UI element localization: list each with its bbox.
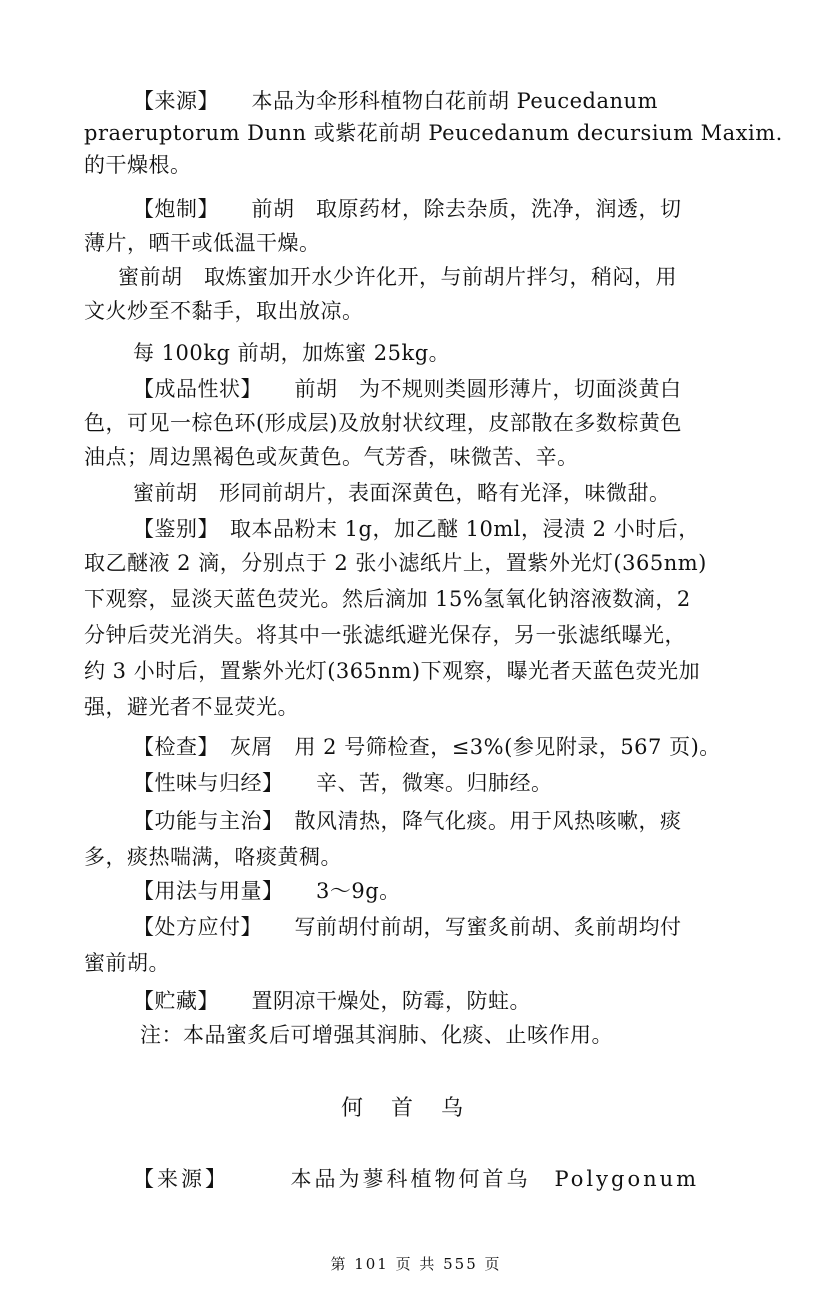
- text-line: 【来源】 本品为蓼科植物何首乌 Polygonum: [133, 1167, 700, 1191]
- text-line: 【用法与用量】 3～9g。: [133, 879, 401, 903]
- section-title: 何首乌: [340, 1096, 491, 1121]
- page-footer: 第 101 页 共 555 页: [330, 1255, 502, 1273]
- text-line: 【处方应付】 写前胡付前胡，写蜜炙前胡、炙前胡均付: [133, 915, 682, 939]
- text-line: 油点；周边黑褐色或灰黄色。气芳香，味微苦、辛。: [84, 445, 579, 469]
- text-line: 蜜前胡。: [84, 951, 170, 975]
- text-line: 下观察，显淡天蓝色荧光。然后滴加 15%氢氧化钠溶液数滴，2: [84, 587, 691, 611]
- text-line: 每 100kg 前胡，加炼蜜 25kg。: [133, 341, 451, 365]
- text-line: 注：本品蜜炙后可增强其润肺、化痰、止咳作用。: [140, 1023, 613, 1047]
- text-line: 【来源】 本品为伞形科植物白花前胡 Peucedanum: [133, 89, 658, 113]
- text-line: 文火炒至不黏手，取出放凉。: [84, 299, 364, 323]
- text-line: 强，避光者不显荧光。: [84, 695, 299, 719]
- text-line: praeruptorum Dunn 或紫花前胡 Peucedanum decursium Maxim.: [84, 121, 783, 145]
- text-line: 色，可见一棕色环(形成层)及放射状纹理，皮部散在多数棕黄色: [84, 411, 682, 435]
- text-line: 约 3 小时后，置紫外光灯(365nm)下观察，曝光者天蓝色荧光加: [84, 659, 701, 683]
- text-line: 【性味与归经】 辛、苦，微寒。归肺经。: [133, 771, 553, 795]
- text-line: 【炮制】 前胡 取原药材，除去杂质，洗净，润透，切: [133, 197, 682, 221]
- text-line: 取乙醚液 2 滴，分别点于 2 张小滤纸片上，置紫外光灯(365nm): [84, 551, 707, 575]
- text-line: 【贮藏】 置阴凉干燥处，防霉，防蛀。: [133, 989, 531, 1013]
- text-line: 多，痰热喘满，咯痰黄稠。: [84, 845, 342, 869]
- text-line: 【功能与主治】 散风清热，降气化痰。用于风热咳嗽，痰: [133, 809, 682, 833]
- text-line: 【检查】 灰屑 用 2 号筛检查，≤3%(参见附录，567 页)。: [133, 735, 721, 759]
- text-line: 蜜前胡 形同前胡片，表面深黄色，略有光泽，味微甜。: [133, 481, 671, 505]
- text-line: 薄片，晒干或低温干燥。: [84, 231, 321, 255]
- text-line: 的干燥根。: [84, 153, 192, 177]
- text-line: 分钟后荧光消失。将其中一张滤纸避光保存，另一张滤纸曝光，: [84, 623, 686, 647]
- text-line: 【成品性状】 前胡 为不规则类圆形薄片，切面淡黄白: [133, 377, 682, 401]
- text-line: 【鉴别】 取本品粉末 1g，加乙醚 10ml，浸渍 2 小时后，: [133, 517, 700, 541]
- text-line: 蜜前胡 取炼蜜加开水少许化开，与前胡片拌匀，稍闷，用: [118, 265, 677, 289]
